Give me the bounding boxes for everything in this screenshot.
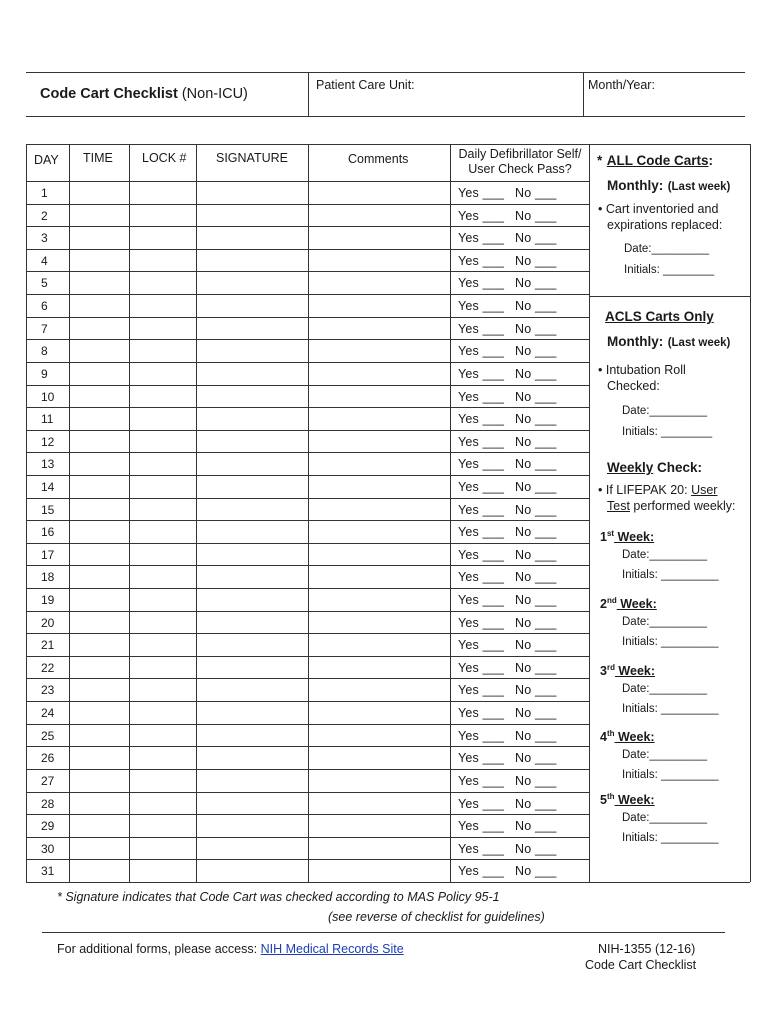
day-number: 24 <box>41 706 55 720</box>
defib-yes-field[interactable]: Yes ___ <box>458 819 505 833</box>
day-number: 18 <box>41 570 55 584</box>
check-label: Check: <box>653 460 703 475</box>
defib-yes-field[interactable]: Yes ___ <box>458 774 505 788</box>
defib-yes-field[interactable]: Yes ___ <box>458 276 505 290</box>
day-number: 2 <box>41 209 48 223</box>
defib-no-field[interactable]: No ___ <box>515 638 557 652</box>
defib-yes-field[interactable]: Yes ___ <box>458 570 505 584</box>
day-number: 25 <box>41 729 55 743</box>
week-heading: 4th Week: <box>600 729 655 745</box>
week-heading: 2nd Week: <box>600 596 657 612</box>
day-number: 6 <box>41 299 48 313</box>
defib-yes-field[interactable]: Yes ___ <box>458 525 505 539</box>
col-header-defibrillator <box>452 147 588 177</box>
signature-note: * Signature indicates that Code Cart was checked according to MAS Policy 95-1 <box>57 890 500 904</box>
lifepak-prefix: • If LIFEPAK 20: <box>598 483 692 497</box>
lifepak-user: User <box>691 483 718 497</box>
defib-no-field[interactable]: No ___ <box>515 525 557 539</box>
col-header-comments: Comments <box>348 152 409 166</box>
defib-no-field[interactable]: No ___ <box>515 774 557 788</box>
defib-no-field[interactable]: No ___ <box>515 322 557 336</box>
day-number: 20 <box>41 616 55 630</box>
lifepak-rest: performed weekly: <box>629 499 736 513</box>
monthly-heading-2 <box>607 333 730 351</box>
defib-yes-field[interactable]: Yes ___ <box>458 729 505 743</box>
day-number: 17 <box>41 548 55 562</box>
week-initials-field[interactable]: Initials: _________ <box>622 569 719 581</box>
day-number: 16 <box>41 525 55 539</box>
defib-no-field[interactable]: No ___ <box>515 570 557 584</box>
title-subtitle: (Non-ICU) <box>181 86 248 102</box>
week-date-field[interactable]: Date:_________ <box>622 683 708 695</box>
defib-yes-field[interactable]: Yes ___ <box>458 797 505 811</box>
forms-footer <box>57 942 404 956</box>
cart-inventoried-line1: • Cart inventoried and <box>598 202 719 216</box>
form-id: NIH-1355 (12-16) <box>598 942 696 956</box>
monthly-initials-field-1[interactable]: Initials: ________ <box>624 264 715 276</box>
day-number: 31 <box>41 864 55 878</box>
week-date-field[interactable]: Date:_________ <box>622 616 708 628</box>
defib-yes-field[interactable]: Yes ___ <box>458 593 505 607</box>
day-number: 14 <box>41 480 55 494</box>
week-date-field[interactable]: Date:_________ <box>622 749 708 761</box>
day-number: 30 <box>41 842 55 856</box>
defib-yes-field[interactable]: Yes ___ <box>458 480 505 494</box>
day-number: 9 <box>41 367 48 381</box>
asterisk: * <box>597 153 603 168</box>
day-number: 23 <box>41 683 55 697</box>
defib-yes-field[interactable]: Yes ___ <box>458 683 505 697</box>
day-number: 5 <box>41 276 48 290</box>
week-initials-field[interactable]: Initials: _________ <box>622 832 719 844</box>
defib-yes-field[interactable]: Yes ___ <box>458 751 505 765</box>
day-number: 15 <box>41 503 55 517</box>
defib-yes-field[interactable]: Yes ___ <box>458 503 505 517</box>
monthly-heading-1 <box>607 177 730 195</box>
defib-no-field[interactable]: No ___ <box>515 254 557 268</box>
day-number: 29 <box>41 819 55 833</box>
defib-no-field[interactable]: No ___ <box>515 457 557 471</box>
defib-no-field[interactable]: No ___ <box>515 842 557 856</box>
defib-no-field[interactable]: No ___ <box>515 751 557 765</box>
colon: : <box>708 153 713 168</box>
week-date-field[interactable]: Date:_________ <box>622 549 708 561</box>
defib-no-field[interactable]: No ___ <box>515 186 557 200</box>
monthly-date-field-1[interactable]: Date:_________ <box>624 243 710 255</box>
patient-care-unit-label: Patient Care Unit: <box>316 78 415 92</box>
defib-header-line2: User Check Pass? <box>468 162 572 176</box>
defib-yes-field[interactable]: Yes ___ <box>458 322 505 336</box>
defib-yes-field[interactable]: Yes ___ <box>458 638 505 652</box>
weekly-label: Weekly <box>607 460 654 475</box>
defib-no-field[interactable]: No ___ <box>515 367 557 381</box>
form-name: Code Cart Checklist <box>585 958 697 972</box>
defib-no-field[interactable]: No ___ <box>515 819 557 833</box>
page-title <box>40 86 248 102</box>
intubation-line1: • Intubation Roll <box>598 363 686 377</box>
defib-no-field[interactable]: No ___ <box>515 276 557 290</box>
defib-yes-field[interactable]: Yes ___ <box>458 367 505 381</box>
last-week-label-2: (Last week) <box>667 337 731 349</box>
day-number: 12 <box>41 435 55 449</box>
col-header-time: TIME <box>83 151 113 165</box>
week-heading: 1st Week: <box>600 529 655 545</box>
defib-no-field[interactable]: No ___ <box>515 797 557 811</box>
defib-yes-field[interactable]: Yes ___ <box>458 706 505 720</box>
day-number: 7 <box>41 322 48 336</box>
weekly-check-heading <box>607 460 702 475</box>
defib-no-field[interactable]: No ___ <box>515 503 557 517</box>
defib-no-field[interactable]: No ___ <box>515 412 557 426</box>
last-week-label: (Last week) <box>667 181 731 193</box>
defib-yes-field[interactable]: Yes ___ <box>458 616 505 630</box>
acls-carts-title: ACLS Carts Only <box>605 309 714 324</box>
col-header-signature: SIGNATURE <box>216 151 288 165</box>
week-heading: 5th Week: <box>600 792 655 808</box>
defib-no-field[interactable]: No ___ <box>515 231 557 245</box>
defib-yes-field[interactable]: Yes ___ <box>458 390 505 404</box>
guidelines-note: (see reverse of checklist for guidelines) <box>328 910 545 924</box>
monthly-label-2: Monthly: <box>607 334 664 349</box>
day-number: 4 <box>41 254 48 268</box>
defib-no-field[interactable]: No ___ <box>515 864 557 878</box>
defib-no-field[interactable]: No ___ <box>515 480 557 494</box>
lifepak-item <box>598 482 736 514</box>
defib-no-field[interactable]: No ___ <box>515 661 557 675</box>
defib-yes-field[interactable]: Yes ___ <box>458 548 505 562</box>
week-initials-field[interactable]: Initials: _________ <box>622 769 719 781</box>
monthly-label: Monthly: <box>607 178 664 193</box>
defib-no-field[interactable]: No ___ <box>515 390 557 404</box>
day-number: 21 <box>41 638 55 652</box>
day-number: 27 <box>41 774 55 788</box>
week-heading: 3rd Week: <box>600 663 656 679</box>
day-number: 8 <box>41 344 48 358</box>
defib-no-field[interactable]: No ___ <box>515 729 557 743</box>
week-initials-field[interactable]: Initials: _________ <box>622 703 719 715</box>
monthly-initials-field-2[interactable]: Initials: ________ <box>622 426 713 438</box>
intubation-line2: Checked: <box>607 379 660 393</box>
day-number: 19 <box>41 593 55 607</box>
day-number: 26 <box>41 751 55 765</box>
title-bold: Code Cart Checklist <box>40 86 178 102</box>
cart-inventoried-line2: expirations replaced: <box>607 218 723 232</box>
all-code-carts-heading <box>597 152 713 170</box>
cart-inventoried-item <box>598 201 722 233</box>
day-number: 13 <box>41 457 55 471</box>
defib-no-field[interactable]: No ___ <box>515 683 557 697</box>
lifepak-test: Test <box>607 499 630 513</box>
defib-yes-field[interactable]: Yes ___ <box>458 299 505 313</box>
defib-yes-field[interactable]: Yes ___ <box>458 412 505 426</box>
defib-yes-field[interactable]: Yes ___ <box>458 661 505 675</box>
defib-yes-field[interactable]: Yes ___ <box>458 344 505 358</box>
month-year-label: Month/Year: <box>588 78 655 92</box>
monthly-date-field-2[interactable]: Date:_________ <box>622 405 708 417</box>
defib-yes-field[interactable]: Yes ___ <box>458 254 505 268</box>
defib-yes-field[interactable]: Yes ___ <box>458 231 505 245</box>
defib-yes-field[interactable]: Yes ___ <box>458 209 505 223</box>
defib-no-field[interactable]: No ___ <box>515 299 557 313</box>
day-number: 1 <box>41 186 48 200</box>
defib-no-field[interactable]: No ___ <box>515 548 557 562</box>
day-number: 3 <box>41 231 48 245</box>
col-header-day: DAY <box>34 153 59 167</box>
day-number: 22 <box>41 661 55 675</box>
defib-no-field[interactable]: No ___ <box>515 209 557 223</box>
all-code-carts-title: ALL Code Carts <box>606 153 709 168</box>
week-date-field[interactable]: Date:_________ <box>622 812 708 824</box>
day-number: 28 <box>41 797 55 811</box>
defib-no-field[interactable]: No ___ <box>515 616 557 630</box>
defib-no-field[interactable]: No ___ <box>515 706 557 720</box>
day-number: 10 <box>41 390 55 404</box>
forms-text: For additional forms, please access: <box>57 942 261 956</box>
defib-no-field[interactable]: No ___ <box>515 435 557 449</box>
defib-yes-field[interactable]: Yes ___ <box>458 186 505 200</box>
defib-no-field[interactable]: No ___ <box>515 593 557 607</box>
defib-header-line1: Daily Defibrillator Self/ <box>458 147 582 161</box>
medical-records-link[interactable]: NIH Medical Records Site <box>260 942 404 956</box>
defib-yes-field[interactable]: Yes ___ <box>458 457 505 471</box>
defib-yes-field[interactable]: Yes ___ <box>458 435 505 449</box>
week-initials-field[interactable]: Initials: _________ <box>622 636 719 648</box>
intubation-roll-item <box>598 362 686 394</box>
defib-no-field[interactable]: No ___ <box>515 344 557 358</box>
defib-yes-field[interactable]: Yes ___ <box>458 864 505 878</box>
col-header-lock: LOCK # <box>142 151 187 165</box>
day-number: 11 <box>41 412 54 426</box>
defib-yes-field[interactable]: Yes ___ <box>458 842 505 856</box>
